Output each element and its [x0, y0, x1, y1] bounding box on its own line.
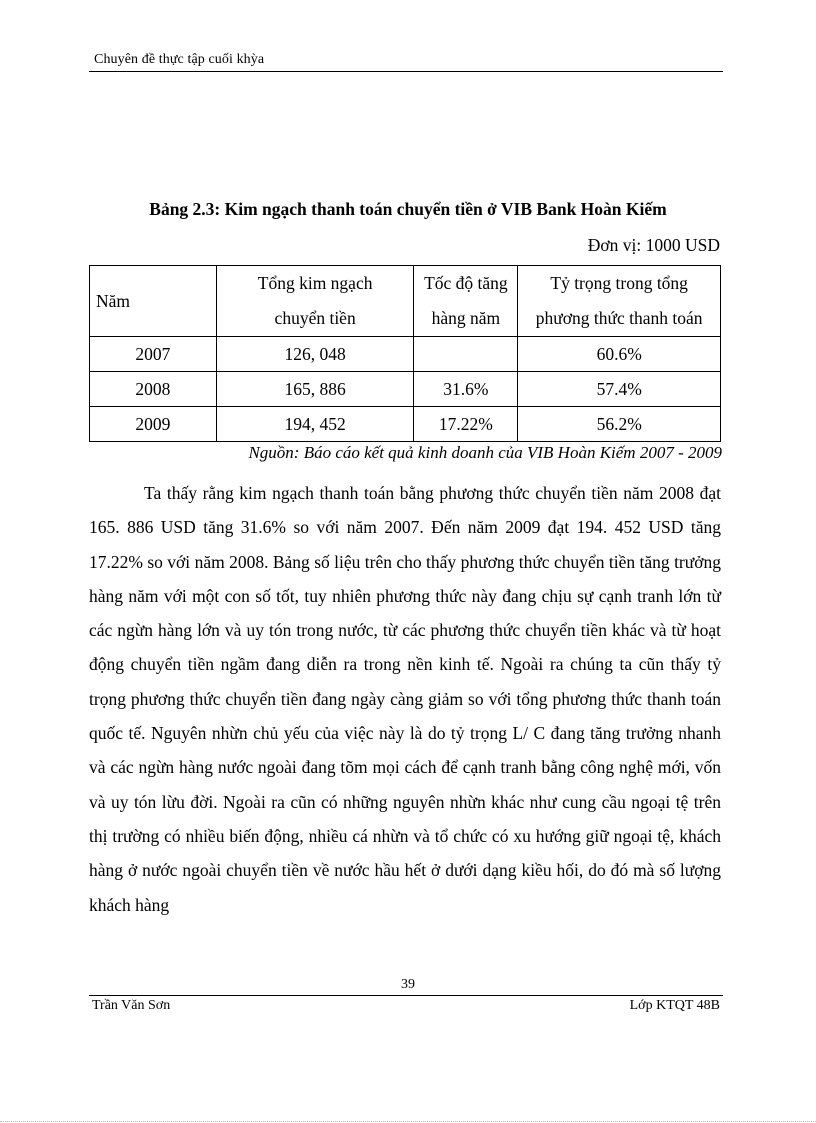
- running-header: Chuyên đề thực tập cuối khỳa: [94, 52, 265, 67]
- table-row: [90, 372, 721, 407]
- table-title: Bảng 2.3: Kim ngạch thanh toán chuyển tiền ở VIB Bank Hoàn Kiếm: [149, 199, 667, 219]
- cell-total: 165, 886: [216, 372, 414, 407]
- remittance-table: [89, 265, 721, 442]
- column-header-share-line2: phương thức thanh toán: [535, 308, 703, 328]
- cell-growth: 17.22%: [414, 407, 518, 442]
- footer-author: Trần Văn Sơn: [92, 998, 171, 1013]
- cell-year: 2007: [90, 337, 217, 372]
- cell-growth: 31.6%: [414, 372, 518, 407]
- cell-year: 2009: [90, 407, 217, 442]
- table-unit: Đơn vị: 1000 USD: [587, 235, 720, 255]
- page-edge: [0, 1121, 816, 1122]
- header-divider: [89, 71, 723, 72]
- cell-share: 56.2%: [518, 407, 721, 442]
- table-header-row: [90, 266, 721, 337]
- cell-total: 194, 452: [216, 407, 414, 442]
- column-header-growth-line2: hàng năm: [431, 308, 501, 328]
- footer-class: Lớp KTQT 48B: [629, 998, 720, 1013]
- column-header-total-line1: Tổng kim ngạch: [257, 273, 373, 293]
- table-source: Nguồn: Báo cáo kết quả kinh doanh của VIB Hoàn Kiếm 2007 - 2009: [248, 443, 722, 462]
- page-number: 39: [401, 977, 415, 992]
- footer-divider: [89, 995, 723, 996]
- column-header-share-line1: Tỷ trọng trong tổng: [550, 273, 688, 293]
- column-header-total: [216, 266, 414, 337]
- column-header-share: [518, 266, 721, 337]
- table-row: [90, 337, 721, 372]
- column-header-total-line2: chuyển tiền: [274, 308, 356, 328]
- body-paragraph: Ta thấy rằng kim ngạch thanh toán bằng phương thức chuyển tiền năm 2008 đạt 165. 886 USD tăng 31.6% so với năm 2007. Đến năm 2009 đạt 194. 452 USD tăng 17.22% so với năm 2008. Bảng số liệu trên cho thấy phương thức chuyển tiền tăng trưởng hàng năm với một con số tốt, tuy nhiên phương thức này đang chịu sự cạnh tranh lớn từ các ngừn hàng lớn và uy tón trong nước, từ các phương thức chuyển tiền khác và từ hoạt động chuyển tiền ngầm đang diễn ra trong nền kinh tế. Ngoài ra chúng ta cũn thấy tỷ trọng phương thức chuyển tiền đang ngày càng giảm so với tổng phương thức thanh toán quốc tế. Nguyên nhừn chủ yếu của việc này là do tỷ trọng L/ C đang tăng trưởng nhanh và các ngừn hàng nước ngoài đang tõm mọi cách để cạnh tranh bằng công nghệ mới, vốn và uy tón lừu đời. Ngoài ra cũn có những nguyên nhừn khác như cung cầu ngoại tệ trên thị trường có nhiều biến động, nhiều cá nhừn và tổ chức có xu hướng giữ ngoại tệ, khách hàng ở nước ngoài chuyển tiền về nước hầu hết ở dưới dạng kiều hối, do đó mà số lượng khách hàng: [89, 483, 721, 915]
- cell-share: 57.4%: [518, 372, 721, 407]
- column-header-growth-line1: Tốc độ tăng: [424, 273, 508, 293]
- table-row: [90, 407, 721, 442]
- cell-growth: [414, 337, 518, 372]
- cell-total: 126, 048: [216, 337, 414, 372]
- column-header-growth: [414, 266, 518, 337]
- cell-share: 60.6%: [518, 337, 721, 372]
- cell-year: 2008: [90, 372, 217, 407]
- column-header-year: Năm: [90, 266, 217, 337]
